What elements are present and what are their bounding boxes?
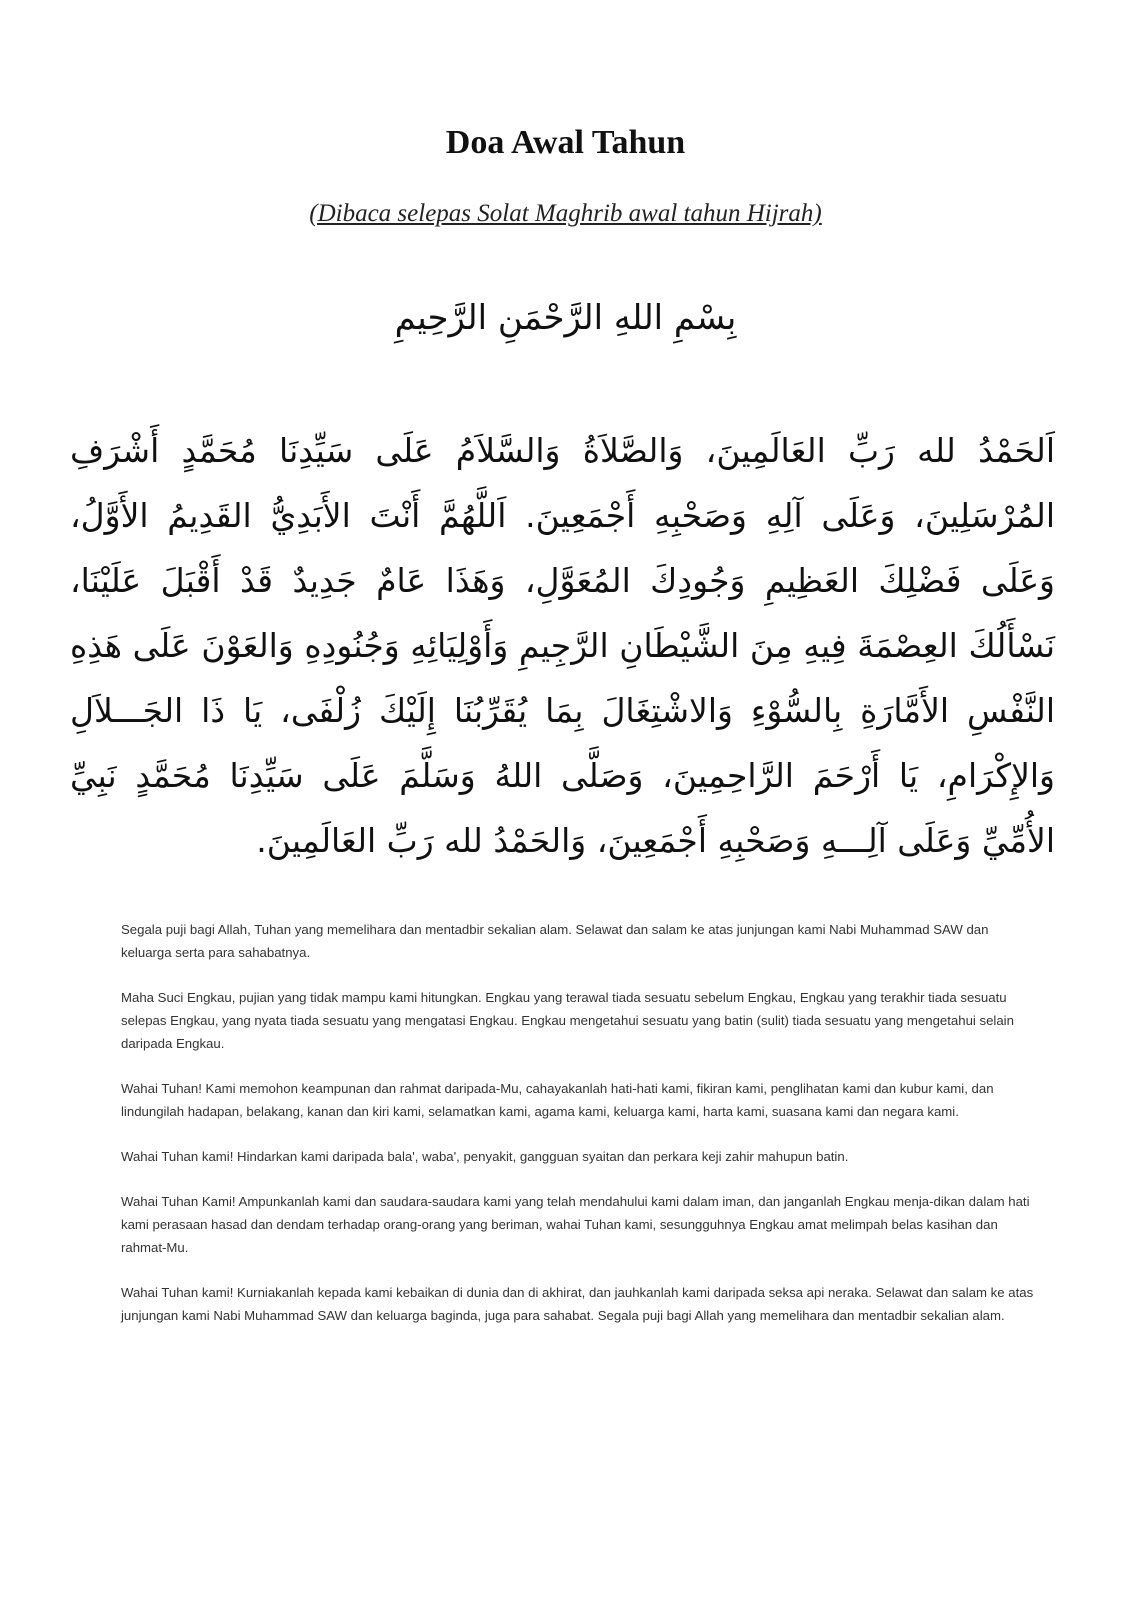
page-title: Doa Awal Tahun: [445, 124, 686, 161]
translation-paragraph: Wahai Tuhan! Kami memohon keampunan dan rahmat daripada-Mu, cahayakanlah hati-hati kami, fikiran kami, penglihatan kami dan kubur kami, dan lindungilah hadapan, belakang, kanan dan kiri kami, selamatkan kami, agama kami, keluarga kami, harta kami, suasana kami dan negara kami.: [121, 1081, 994, 1119]
page-subtitle: (Dibaca selepas Solat Maghrib awal tahun Hijrah): [309, 200, 822, 227]
translation-paragraph: Maha Suci Engkau, pujian yang tidak mampu kami hitungkan. Engkau yang terawal tiada sesuatu sebelum Engkau, Engkau yang terakhir tiada sesuatu selepas Engkau, yang nyata tiada sesuatu yang mengatasi Engkau. Engkau mengetahui sesuatu yang batin (sulit) tiada sesuatu yang mengetahui selain daripada Engkau.: [121, 990, 1014, 1051]
translation-paragraph: Wahai Tuhan Kami! Ampunkanlah kami dan saudara-saudara kami yang telah mendahului kami dalam iman, dan janganlah Engkau menja-dikan dalam hati kami perasaan hasad dan dendam terhadap orang-orang yang beriman, wahai Tuhan kami, sesungguhnya Engkau amat melimpah belas kasihan dan rahmat-Mu.: [121, 1194, 1030, 1255]
basmala-text: بِسْمِ اللهِ الرَّحْمَنِ الرَّحِيمِ: [394, 298, 737, 338]
translation-paragraph: Segala puji bagi Allah, Tuhan yang memelihara dan mentadbir sekalian alam. Selawat dan salam ke atas junjungan kami Nabi Muhammad SAW dan keluarga serta para sahabatnya.: [121, 922, 989, 960]
arabic-prayer-text: اَلحَمْدُ لله رَبِّ العَالَمِينَ، وَالصَّلاَةُ وَالسَّلاَمُ عَلَى سَيِّدِنَا مُحَمَّدٍ أَشْرَفِ المُرْسَلِينَ، وَعَلَى آلِهِ وَصَحْبِهِ أَجْمَعِينَ. اَللَّهُمَّ أَنْتَ الأَبَدِيُّ القَدِيمُ الأَوَّلُ، وَعَلَى فَضْلِكَ العَظِيمِ وَجُودِكَ المُعَوَّلِ، وَهَذَا عَامٌ جَدِيدٌ قَدْ أَقْبَلَ عَلَيْنَا، نَسْأَلُكَ العِصْمَةَ فِيهِ مِنَ الشَّيْطَانِ الرَّجِيمِ وَأَوْلِيَائِهِ وَجُنُودِهِ وَالعَوْنَ عَلَى هَذِهِ النَّفْسِ الأَمَّارَةِ بِالسُّوْءِ وَالاشْتِغَالَ بِمَا يُقَرِّبُنَا إِلَيْكَ زُلْفَى، يَا ذَا الجَـــلاَلِ وَالإِكْرَامِ، يَا أَرْحَمَ الرَّاحِمِينَ، وَصَلَّى اللهُ وَسَلَّمَ عَلَى سَيِّدِنَا مُحَمَّدٍ نَبِيِّ الأُمِّيِّ وَعَلَى آلِـــهِ وَصَحْبِهِ أَجْمَعِينَ، وَالحَمْدُ لله رَبِّ العَالَمِينَ.: [70, 431, 1055, 860]
translation-paragraph: Wahai Tuhan kami! Kurniakanlah kepada kami kebaikan di dunia dan di akhirat, dan jauhkanlah kami daripada seksa api neraka. Selawat dan salam ke atas junjungan kami Nabi Muhammad SAW dan keluarga baginda, juga para sahabat. Segala puji bagi Allah yang memelihara dan mentadbir sekalian alam.: [121, 1285, 1034, 1323]
translation-paragraph: Wahai Tuhan kami! Hindarkan kami daripada bala', waba', penyakit, gangguan syaitan dan perkara keji zahir mahupun batin.: [121, 1149, 849, 1164]
translation-section: [121, 918, 1036, 1349]
